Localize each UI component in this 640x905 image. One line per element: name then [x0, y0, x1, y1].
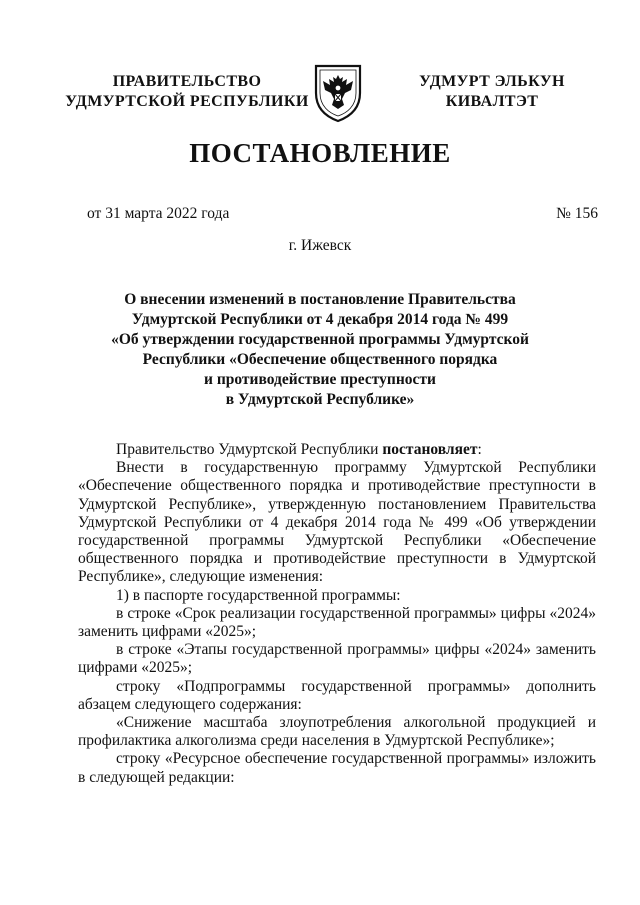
document-number: № 156	[556, 205, 598, 222]
body-paragraph: в строке «Этапы государственной программы» цифры «2024» заменить цифрами «2025»;	[78, 641, 596, 677]
intro-verb: постановляет	[382, 441, 478, 458]
body-paragraph: Внести в государственную программу Удмуртской Республики «Обеспечение общественного порядка и противодействие преступности в Удмуртской Республике», утвержденную постановлением Правительства Удмуртской Республики от 4 декабря 2014 года № 499 «Об утверждении государственной программы Удмуртской Республики «Обеспечение общественного порядка и противодействие преступности в Удмуртской Республике», следующие изменения:	[78, 459, 596, 586]
document-city: г. Ижевск	[288, 237, 352, 254]
coat-of-arms-icon	[313, 63, 363, 123]
body-paragraph: в строке «Срок реализации государственной программы» цифры «2024» заменить цифрами «2025»;	[78, 604, 596, 641]
document-subject	[100, 290, 540, 410]
body-paragraph: строку «Подпрограммы государственной программы» дополнить абзацем следующего содержания:	[78, 677, 596, 713]
subject-line: Республики «Обеспечение общественного порядка	[142, 351, 498, 368]
issuer-name-udmurt	[392, 72, 592, 112]
issuer-name-russian	[62, 72, 312, 112]
document-body	[78, 441, 596, 787]
intro-colon: :	[477, 441, 482, 458]
body-paragraph: «Снижение масштаба злоупотребления алкогольной продукцией и профилактика алкоголизма среди населения в Удмуртской Республике»;	[78, 714, 596, 750]
body-paragraph: 1) в паспорте государственной программы:	[116, 586, 401, 604]
issuer-line-1: ПРАВИТЕЛЬСТВО	[112, 73, 262, 90]
subject-line: «Об утверждении государственной программы Удмуртской	[111, 331, 529, 348]
document-title: ПОСТАНОВЛЕНИЕ	[189, 138, 451, 168]
subject-line: О внесении изменений в постановление Правительства	[124, 291, 516, 308]
subject-line: Удмуртской Республики от 4 декабря 2014 года № 499	[131, 311, 509, 328]
issuer-udmurt-line-2: КИВАЛТЭТ	[445, 93, 539, 110]
body-paragraph-intro	[78, 441, 596, 459]
document-date: от 31 марта 2022 года	[87, 205, 230, 222]
body-paragraph: строку «Ресурсное обеспечение государственной программы» изложить в следующей редакции:	[78, 750, 596, 786]
subject-line: в Удмуртской Республике»	[225, 391, 415, 408]
issuer-line-2: УДМУРТСКОЙ РЕСПУБЛИКИ	[65, 93, 309, 110]
subject-line: и противодействие преступности	[204, 371, 436, 388]
intro-text: Правительство Удмуртской Республики	[116, 441, 383, 458]
issuer-udmurt-line-1: УДМУРТ ЭЛЬКУН	[419, 73, 565, 90]
